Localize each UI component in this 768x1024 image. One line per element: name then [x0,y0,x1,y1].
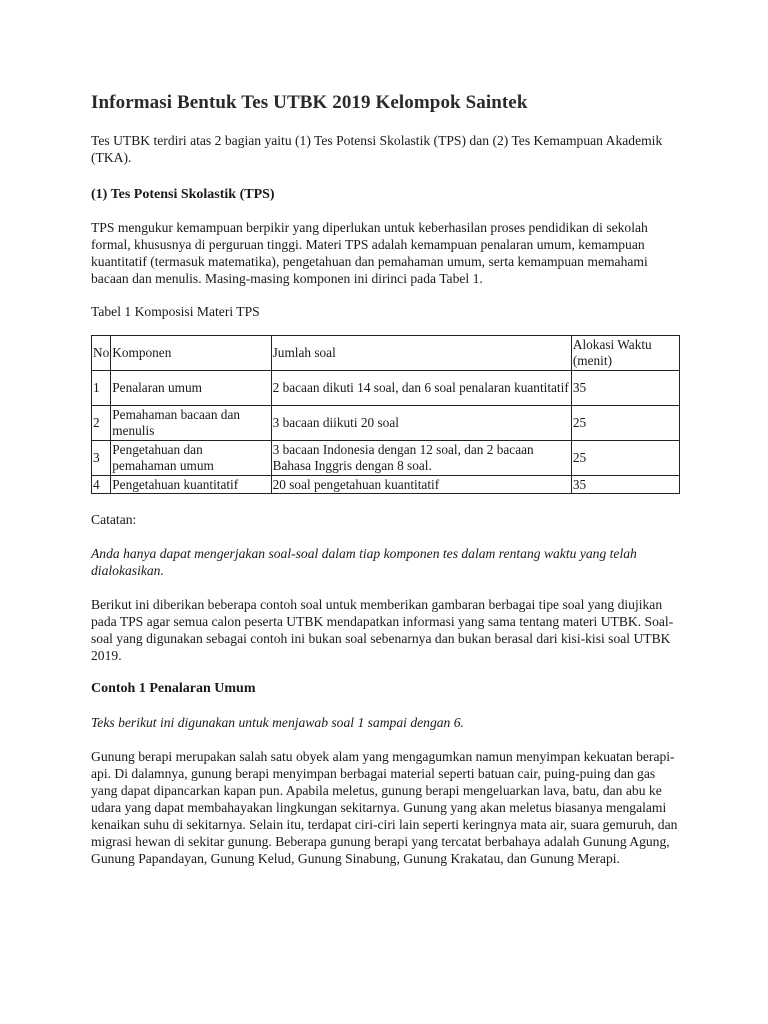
table-row [92,441,680,476]
cell-no: 1 [92,371,111,406]
cell-jumlah: 3 bacaan diikuti 20 soal [271,406,571,441]
passage-paragraph: Gunung berapi merupakan salah satu obyek alam yang mengagumkan namun menyimpan kekuatan berapi-api. Di dalamnya, gunung berapi menyimpan berbagai material seperti batuan cair, puing-puing dan gas yang dapat dipancarkan kapan pun. Apabila meletus, gunung berapi mengeluarkan lava, batu, dan abu ke udara yang dapat membahayakan lingkungan sekitarnya. Gunung yang akan meletus biasanya mengalami kenaikan suhu di sekitarnya. Selain itu, terdapat ciri-ciri lain seperti keringnya mata air, suara gemuruh, dan migrasi hewan di sekitar gunung. Beberapa gunung berapi yang tercatat berbahaya adalah Gunung Agung, Gunung Papandayan, Gunung Kelud, Gunung Sinabung, Gunung Krakatau, dan Gunung Merapi. [91,749,678,866]
cell-komponen: Pengetahuan kuantitatif [111,476,271,494]
cell-no: 3 [92,441,111,476]
intro-paragraph: Tes UTBK terdiri atas 2 bagian yaitu (1) Tes Potensi Skolastik (TPS) dan (2) Tes Kemampuan Akademik (TKA). [91,133,663,165]
table-caption: Tabel 1 Komposisi Materi TPS [91,304,260,319]
examples-intro-paragraph: Berikut ini diberikan beberapa contoh soal untuk memberikan gambaran berbagai tipe soal yang diujikan pada TPS agar semua calon peserta UTBK mendapatkan informasi yang sama tentang materi UTBK. Soal-soal yang digunakan sebagai contoh ini bukan soal sebenarnya dan bukan berasal dari kisi-kisi soal UTBK 2019. [91,597,674,663]
cell-jumlah: 2 bacaan dikuti 14 soal, dan 6 soal penalaran kuantitatif [271,371,571,406]
cell-komponen: Penalaran umum [111,371,271,406]
header-no: No [92,336,111,371]
header-komponen: Komponen [111,336,271,371]
document-title: Informasi Bentuk Tes UTBK 2019 Kelompok Saintek [91,92,528,113]
cell-komponen: Pemahaman bacaan dan menulis [111,406,271,441]
cell-komponen: Pengetahuan dan pemahaman umum [111,441,271,476]
table-row [92,406,680,441]
passage-instruction: Teks berikut ini digunakan untuk menjawab soal 1 sampai dengan 6. [91,715,464,730]
table-row [92,476,680,494]
tps-description: TPS mengukur kemampuan berpikir yang diperlukan untuk keberhasilan proses pendidikan di sekolah formal, khususnya di perguruan tinggi. Materi TPS adalah kemampuan penalaran umum, kemampuan kuantitatif (termasuk matematika), pengetahuan dan pemahaman umum, serta kemampuan memahami bacaan dan menulis. Masing-masing komponen ini dirinci pada Tabel 1. [91,220,648,286]
catatan-label: Catatan: [91,512,137,527]
section-heading-tps: (1) Tes Potensi Skolastik (TPS) [91,187,275,202]
cell-alokasi: 35 [571,371,679,406]
cell-no: 4 [92,476,111,494]
tps-composition-table [91,335,680,494]
table-row [92,371,680,406]
header-alokasi-waktu: Alokasi Waktu (menit) [571,336,679,371]
table-header-row [92,336,680,371]
cell-jumlah: 3 bacaan Indonesia dengan 12 soal, dan 2 bacaan Bahasa Inggris dengan 8 soal. [271,441,571,476]
catatan-note: Anda hanya dapat mengerjakan soal-soal dalam tiap komponen tes dalam rentang waktu yang telah dialokasikan. [91,546,637,578]
cell-no: 2 [92,406,111,441]
example-1-heading: Contoh 1 Penalaran Umum [91,681,256,696]
cell-alokasi: 35 [571,476,679,494]
header-jumlah-soal: Jumlah soal [271,336,571,371]
cell-alokasi: 25 [571,406,679,441]
cell-jumlah: 20 soal pengetahuan kuantitatif [271,476,571,494]
cell-alokasi: 25 [571,441,679,476]
